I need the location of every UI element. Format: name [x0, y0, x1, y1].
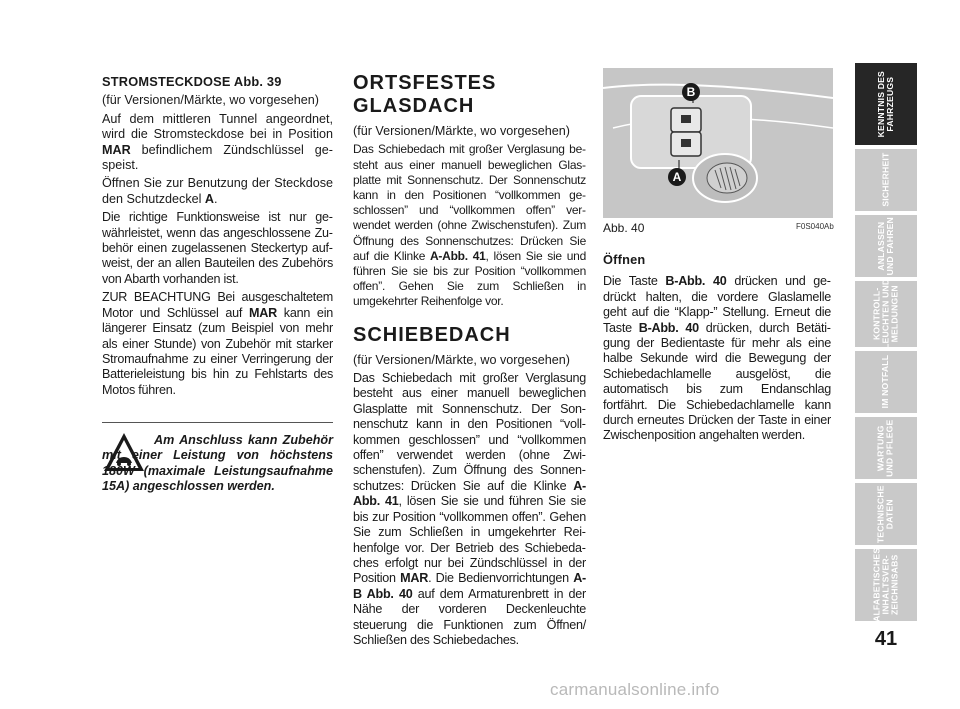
tab-wartung-und-pflege[interactable]: WARTUNG UND PFLEGE — [855, 417, 917, 479]
paragraph: ZUR BEACHTUNG Bei ausgeschaltetem Motor und Schlüssel auf MAR kann ein längerer Einsatz (zum Beispiel von mehr als einer Stunde) von Zubehör mit starker Stromaufnahme zu einer Verringerung der Batterieleistung bis hin zu Fehlstarts des Motos führen. — [102, 290, 333, 397]
paragraph: Das Schiebedach mit großer Verglasung besteht aus einer manuell beweglichen Glasplatte mit Sonnenschutz. Der Sonnenschutz kann in den Positionen “vollkommen geschlossen” und “vollkommen offen” verwendet werden (ohne Zwischenstufen). Zum Öffnung des Sonnenschutzes: Drücken Sie auf die Klinke A-Abb. 41, lösen Sie sie und führen Sie sie bis zur Position “vollkommen offen”. Gehen Sie zum Schließen in umgekehrter Reihenfolge vor. Der Betrieb des Schiebedaches erfolgt nur bei Zündschlüssel in der Position MAR. Die Bedienvorrichtungen A-B Abb. 40 auf dem Armaturenbrett in der Nähe der vorderen Deckenleuchte steuerung die Funktionen zum Öffnen/ Schließen des Schiebedaches. — [353, 371, 586, 647]
left-column — [102, 74, 333, 401]
right-column — [603, 252, 831, 447]
tab-kontrollleuchten-und-meldungen[interactable]: KONTROLL- LEUCHTEN UND MELDUNGEN — [855, 281, 917, 347]
section-heading-opening: Öffnen — [603, 252, 646, 267]
tab-im-notfall[interactable]: IM NOTFALL — [855, 351, 917, 413]
paragraph: Auf dem mittleren Tunnel angeordnet, wird die Stromsteckdose bei in Position MAR befindlichem Zündschlüssel gespeist. — [102, 111, 333, 173]
tab-anlassen-und-fahren[interactable]: ANLASSEN UND FAHREN — [855, 215, 917, 277]
section-subheading: (für Versionen/Märkte, wo vorgesehen) — [102, 93, 319, 108]
figure-code: F0S040Ab — [796, 222, 834, 231]
figure-caption: Abb. 40 — [603, 221, 645, 235]
paragraph: Öffnen Sie zur Benutzung der Steckdose den Schutzdeckel A. — [102, 176, 333, 206]
warning-box — [102, 422, 333, 518]
paragraph: Die Taste B-Abb. 40 drücken und gedrückt halten, die vordere Glaslamelle geht auf die “Klapp-” Stellung. Erneut die Taste B-Abb. 40 drücken, durch Betätigung der Bedientaste für mehr als eine halbe Sekunde wird die Bewegung der Schiebedachlamelle ausgelöst, die automatisch bis zum Endanschlag fortfährt. Die Schiebedachlamelle kann durch erneutes Drücken der Taste in einer Zwischenposition angehalten werden. — [603, 274, 831, 443]
warning-text: Am Anschluss kann Zubehör mit einer Leistung von höchstens 180W (maximale Leistungsaufnahme 15A) angeschlossen werden. — [102, 433, 333, 494]
page-number: 41 — [874, 628, 898, 650]
callout-label-a: A — [672, 170, 682, 184]
section-heading-power-socket: STROMSTECKDOSE Abb. 39 — [102, 74, 282, 89]
figure-roof-controls — [603, 68, 833, 218]
callout-label-b: B — [686, 85, 696, 99]
tab-technische-daten[interactable]: TECHNISCHE DATEN — [855, 483, 917, 545]
tab-sicherheit[interactable]: SICHERHEIT — [855, 149, 917, 211]
paragraph: Die richtige Funktionsweise ist nur gewährleistet, wenn das angeschlossene Zubehör einen zugelassenen Steckertyp aufweist, der an allen Bauteilen des Zubehörs von Abarth vorhanden ist. — [102, 210, 333, 286]
middle-column — [353, 72, 586, 651]
tab-kenntnis-des-fahrzeugs[interactable]: KENNTNIS DES FAHRZEUGS — [855, 63, 917, 145]
watermark: carmanualsonline.info — [550, 680, 720, 699]
tab-alfabetisches-inhaltsverzeichnis[interactable]: ALFABETISCHES INHALTSVER- ZEICHNISABS — [855, 549, 917, 621]
section-title-fixed-glass-roof: ORTSFESTES GLASDACH — [353, 72, 497, 117]
roof-control-illustration — [603, 68, 833, 218]
section-title-sunroof: SCHIEBEDACH — [353, 323, 511, 346]
section-subheading: (für Versionen/Märkte, wo vorgesehen) — [353, 352, 570, 367]
paragraph: Das Schiebedach mit großer Verglasung besteht aus einer manuell beweglichen Glasplatte mit Sonnenschutz. Der Sonnenschutz kann in den Positionen “vollkommen geschlossen” und “vollkommen offen” verwendet werden (ohne Zwischenstufen). Zum Öffnung des Sonnenschutzes: Drücken Sie auf die Klinke A-Abb. 41, lösen Sie sie und führen Sie sie bis zur Position “vollkommen offen”. Gehen Sie zum Schließen in umgekehrter Reihenfolge vor. — [353, 142, 586, 309]
section-subheading: (für Versionen/Märkte, wo vorgesehen) — [353, 124, 570, 138]
